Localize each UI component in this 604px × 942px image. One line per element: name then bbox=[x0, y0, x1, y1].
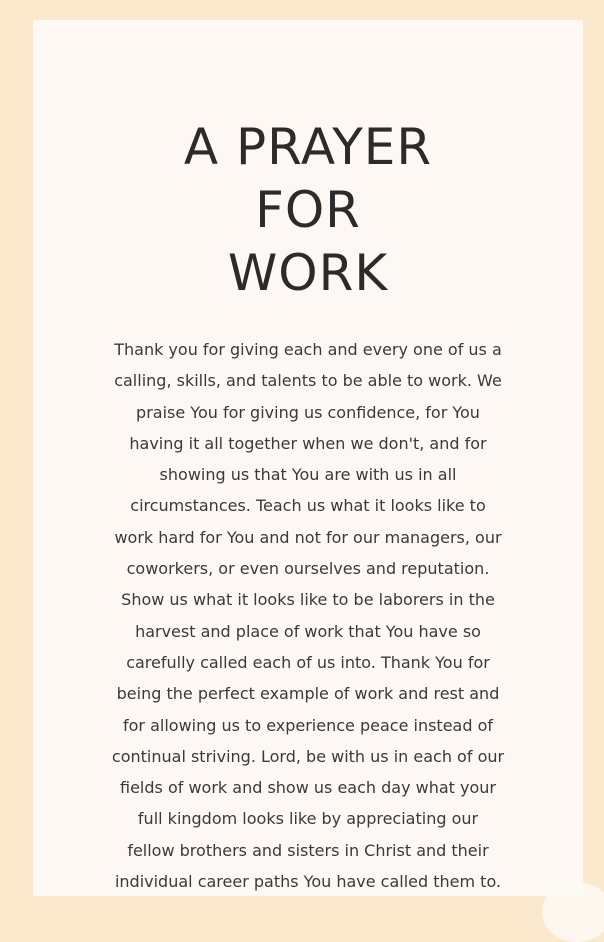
title-line: WORK bbox=[227, 244, 389, 302]
body-line: work hard for You and not for our managers, our bbox=[114, 527, 502, 547]
body-line: fellow brothers and sisters in Christ and their bbox=[127, 840, 489, 860]
prayer-card bbox=[33, 20, 583, 896]
body-line: praise You for giving us confidence, for You bbox=[136, 402, 480, 422]
body-line: for allowing us to experience peace instead of bbox=[123, 715, 493, 735]
body-line: circumstances. Teach us what it looks like to bbox=[130, 496, 486, 516]
body-line: fields of work and show us each day what your bbox=[120, 778, 496, 798]
body-line: coworkers, or even ourselves and reputation. bbox=[126, 559, 490, 579]
body-line: having it all together when we don't, and for bbox=[129, 433, 487, 453]
title-line: A PRAYER bbox=[183, 118, 433, 176]
prayer-title bbox=[33, 116, 583, 305]
body-line: Thank you for giving each and every one of us a bbox=[114, 340, 502, 359]
body-line: full kingdom looks like by appreciating our bbox=[137, 809, 479, 829]
body-line: individual career paths You have called them to. bbox=[114, 872, 502, 892]
body-line: calling, skills, and talents to be able to work. We bbox=[114, 371, 502, 391]
body-line: Show us what it looks like to be laborers in the bbox=[121, 590, 495, 610]
title-line: FOR bbox=[255, 181, 361, 239]
body-line: being the perfect example of work and rest and bbox=[116, 684, 500, 704]
corner-decoration bbox=[542, 882, 604, 942]
body-line: continual striving. Lord, be with us in each of our bbox=[111, 746, 505, 766]
prayer-body bbox=[33, 334, 583, 897]
body-line: harvest and place of work that You have so bbox=[135, 621, 481, 641]
body-line: showing us that You are with us in all bbox=[159, 465, 457, 485]
body-line: carefully called each of us into. Thank You for bbox=[126, 652, 490, 672]
